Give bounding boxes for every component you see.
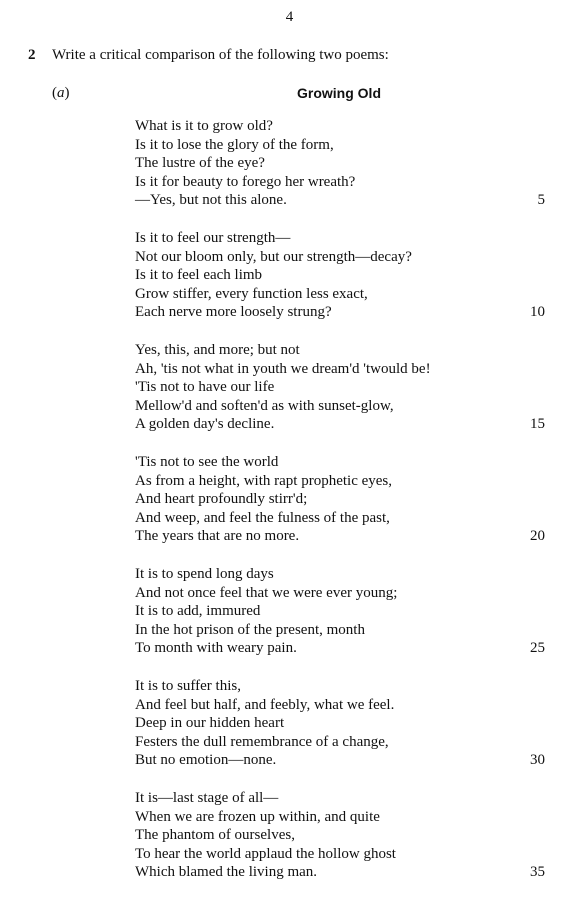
poem-line-text: Is it to feel each limb xyxy=(135,267,263,283)
poem-line-text: It is to spend long days xyxy=(135,566,274,582)
poem-line-text: And feel but half, and feebly, what we feel. xyxy=(135,696,395,713)
question-number: 2 xyxy=(28,47,36,63)
poem-line-text: 'Tis not to see the world xyxy=(135,454,279,470)
poem-line xyxy=(135,845,545,864)
poem-line-text: Grow stiffer, every function less exact, xyxy=(135,285,368,302)
stanza xyxy=(135,565,545,658)
poem-line xyxy=(135,584,545,603)
poem-line xyxy=(135,303,545,322)
poem-line xyxy=(135,527,545,546)
poem-line-text: And weep, and feel the fulness of the past, xyxy=(135,509,390,526)
question-prompt: Write a critical comparison of the following two poems: xyxy=(52,47,389,63)
poem-line xyxy=(135,360,545,379)
poem-line xyxy=(135,565,545,584)
poem-line-text: And not once feel that we were ever young; xyxy=(135,584,398,601)
poem-line xyxy=(135,509,545,528)
poem-line-text: —Yes, but not this alone. xyxy=(135,192,287,208)
line-number: 30 xyxy=(530,752,545,768)
poem-line xyxy=(135,808,545,827)
poem-line-text: What is it to grow old? xyxy=(135,118,273,134)
poem-line-text: It is to suffer this, xyxy=(135,678,241,694)
poem-line-text: Yes, this, and more; but not xyxy=(135,342,300,358)
poem-line-text: The years that are no more. xyxy=(135,528,300,544)
line-number: 10 xyxy=(530,304,545,320)
poem-line xyxy=(135,677,545,696)
line-number: 15 xyxy=(530,416,545,432)
poem-line-text: In the hot prison of the present, month xyxy=(135,621,365,638)
poem-line-text: And heart profoundly stirr'd; xyxy=(135,491,308,507)
poem-line-text: Deep in our hidden heart xyxy=(135,715,285,731)
poem-title: Growing Old xyxy=(297,85,381,101)
poem-line-text: 'Tis not to have our life xyxy=(135,379,275,395)
poem-line xyxy=(135,341,545,360)
part-letter: a xyxy=(57,85,65,101)
poem-line xyxy=(135,472,545,491)
poem-line xyxy=(135,173,545,192)
poem-line xyxy=(135,154,545,173)
poem-line xyxy=(135,266,545,285)
poem-line-text: It is—last stage of all— xyxy=(135,790,279,806)
stanza xyxy=(135,453,545,546)
poem-line xyxy=(135,415,545,434)
poem-line-text: Is it to feel our strength— xyxy=(135,230,291,246)
page-number: 4 xyxy=(285,9,294,25)
poem-line-text: Is it to lose the glory of the form, xyxy=(135,136,334,153)
line-number: 5 xyxy=(537,192,545,208)
poem-line xyxy=(135,621,545,640)
line-number: 25 xyxy=(530,640,545,656)
poem-line xyxy=(135,117,545,136)
poem-line-text: Festers the dull remembrance of a change, xyxy=(135,733,389,750)
poem-line xyxy=(135,248,545,267)
poem-line xyxy=(135,639,545,658)
stanza xyxy=(135,341,545,434)
poem-line-text: Each nerve more loosely strung? xyxy=(135,304,332,320)
poem-line-text: To month with weary pain. xyxy=(135,640,297,656)
poem-line-text: Ah, 'tis not what in youth we dream'd 'twould be! xyxy=(135,360,431,377)
poem-line xyxy=(135,602,545,621)
poem-line xyxy=(135,789,545,808)
stanza xyxy=(135,677,545,770)
poem-line xyxy=(135,696,545,715)
poem-line-text: As from a height, with rapt prophetic eyes, xyxy=(135,472,393,489)
poem-line xyxy=(135,714,545,733)
part-label: (a) xyxy=(52,85,70,101)
poem-line xyxy=(135,826,545,845)
poem-line xyxy=(135,490,545,509)
poem-line-text: To hear the world applaud the hollow ghost xyxy=(135,845,396,862)
poem-line-text: It is to add, immured xyxy=(135,603,261,619)
poem-line-text: The phantom of ourselves, xyxy=(135,827,295,843)
poem-line xyxy=(135,733,545,752)
question-heading xyxy=(28,46,389,65)
poem-line xyxy=(135,863,545,882)
poem-line-text: But no emotion—none. xyxy=(135,752,277,768)
stanza xyxy=(135,229,545,322)
poem-line xyxy=(135,453,545,472)
poem-line xyxy=(135,751,545,770)
poem-line-text: When we are frozen up within, and quite xyxy=(135,808,380,825)
stanza xyxy=(135,789,545,882)
line-number: 35 xyxy=(530,864,545,880)
line-number: 20 xyxy=(530,528,545,544)
poem-line-text: Which blamed the living man. xyxy=(135,864,318,880)
poem-line xyxy=(135,136,545,155)
poem-line-text: A golden day's decline. xyxy=(135,416,275,432)
poem-line xyxy=(135,191,545,210)
poem-line-text: The lustre of the eye? xyxy=(135,155,265,171)
poem-line xyxy=(135,285,545,304)
poem-line-text: Mellow'd and soften'd as with sunset-glow, xyxy=(135,397,394,414)
poem-line-text: Is it for beauty to forego her wreath? xyxy=(135,173,356,190)
poem-body xyxy=(135,117,545,900)
stanza xyxy=(135,117,545,210)
poem-line xyxy=(135,378,545,397)
poem-line xyxy=(135,229,545,248)
poem-line xyxy=(135,397,545,416)
poem-line-text: Not our bloom only, but our strength—decay? xyxy=(135,248,412,265)
